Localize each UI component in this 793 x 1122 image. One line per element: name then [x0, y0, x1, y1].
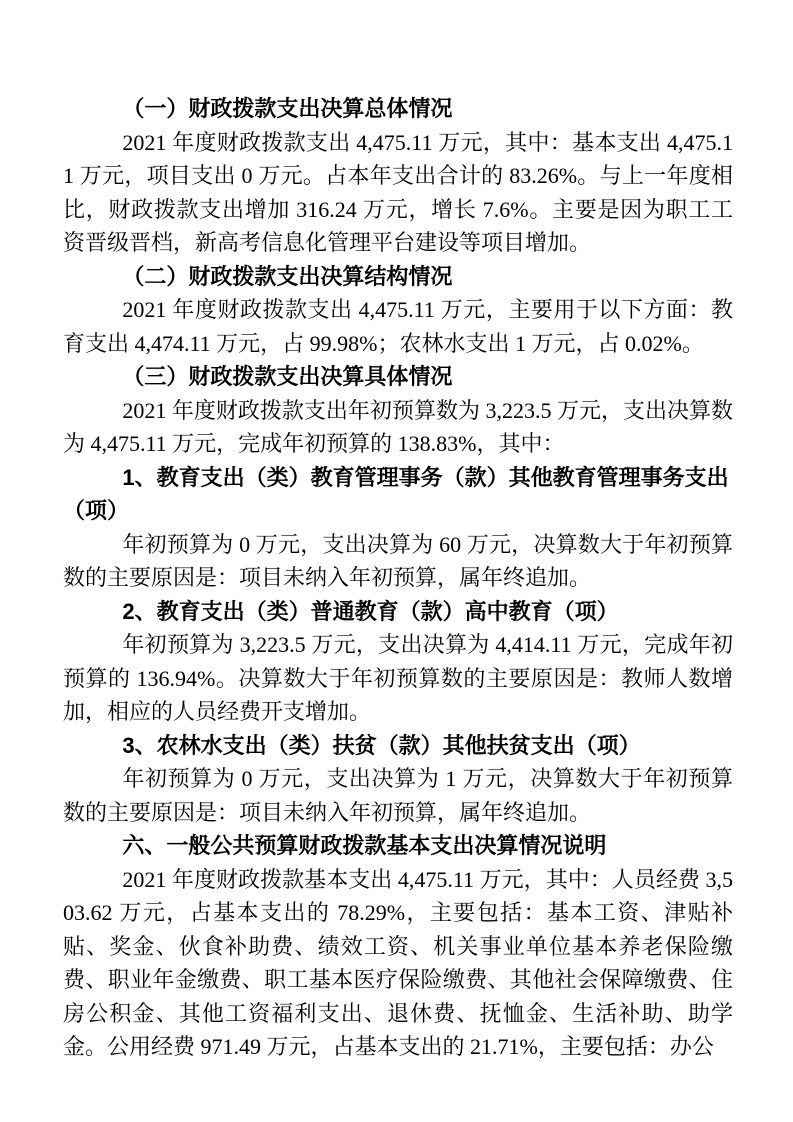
- item-heading-2-highschool-education: 2、教育支出（类）普通教育（款）高中教育（项）: [122, 598, 619, 624]
- paragraph-expenditure-detail: 2021 年度财政拨款支出年初预算数为 3,223.5 万元，支出决算数为 4,475.11 万元，完成年初预算的 138.83%，其中：: [63, 397, 733, 456]
- paragraph-expenditure-structure: 2021 年度财政拨款支出 4,475.11 万元，主要用于以下方面：教育支出 4,474.11 万元，占 99.98%；农林水支出 1 万元，占 0.02%。: [63, 297, 733, 356]
- paragraph-item-2-highschool-education: 年初预算为 3,223.5 万元，支出决算为 4,414.11 万元，完成年初预算的 136.94%。决算数大于年初预算数的主要原因是：教师人数增加，相应的人员经费开支增加。: [63, 632, 733, 724]
- section-heading-expenditure-overall: （一）财政拨款支出决算总体情况: [122, 96, 453, 121]
- paragraph-item-3-poverty-relief: 年初预算为 0 万元，支出决算为 1 万元，决算数大于年初预算数的主要原因是：项目未纳入年初预算，属年终追加。: [63, 766, 733, 825]
- item-heading-3-poverty-relief: 3、农林水支出（类）扶贫（款）其他扶贫支出（项）: [122, 732, 641, 758]
- section-heading-expenditure-detail: （三）财政拨款支出决算具体情况: [122, 364, 453, 389]
- paragraph-basic-expenditure: 2021 年度财政拨款基本支出 4,475.11 万元，其中：人员经费 3,503.62 万元，占基本支出的 78.29%，主要包括：基本工资、津贴补贴、奖金、伙食补助费、绩效工资、机关事业单位基本养老保险缴费、职业年金缴费、职工基本医疗保险缴费、其他社会保障缴费、住房公积金、其他工资福利支出、退休费、抚恤金、生活补助、助学金。公用经费 971.49 万元，占基本支出的 21.71%，主要包括：办公: [63, 866, 733, 1059]
- paragraph-expenditure-overall: 2021 年度财政拨款支出 4,475.11 万元，其中：基本支出 4,475.11 万元，项目支出 0 万元。占本年支出合计的 83.26%。与上一年度相比，财政拨款支出增加 316.24 万元，增长 7.6%。主要是因为职工工资晋级晋档，新高考信息化管理平台建设等项目增加。: [63, 129, 733, 255]
- item-heading-1-education-admin: 1、教育支出（类）教育管理事务（款）其他教育管理事务支出（项）: [63, 464, 729, 523]
- paragraph-item-1-education-admin: 年初预算为 0 万元，支出决算为 60 万元，决算数大于年初预算数的主要原因是：项目未纳入年初预算，属年终追加。: [63, 531, 733, 590]
- document-content: [63, 92, 733, 1064]
- section-heading-expenditure-structure: （二）财政拨款支出决算结构情况: [122, 263, 453, 289]
- section-heading-basic-expenditure: 六、一般公共预算财政拨款基本支出决算情况说明: [122, 833, 607, 858]
